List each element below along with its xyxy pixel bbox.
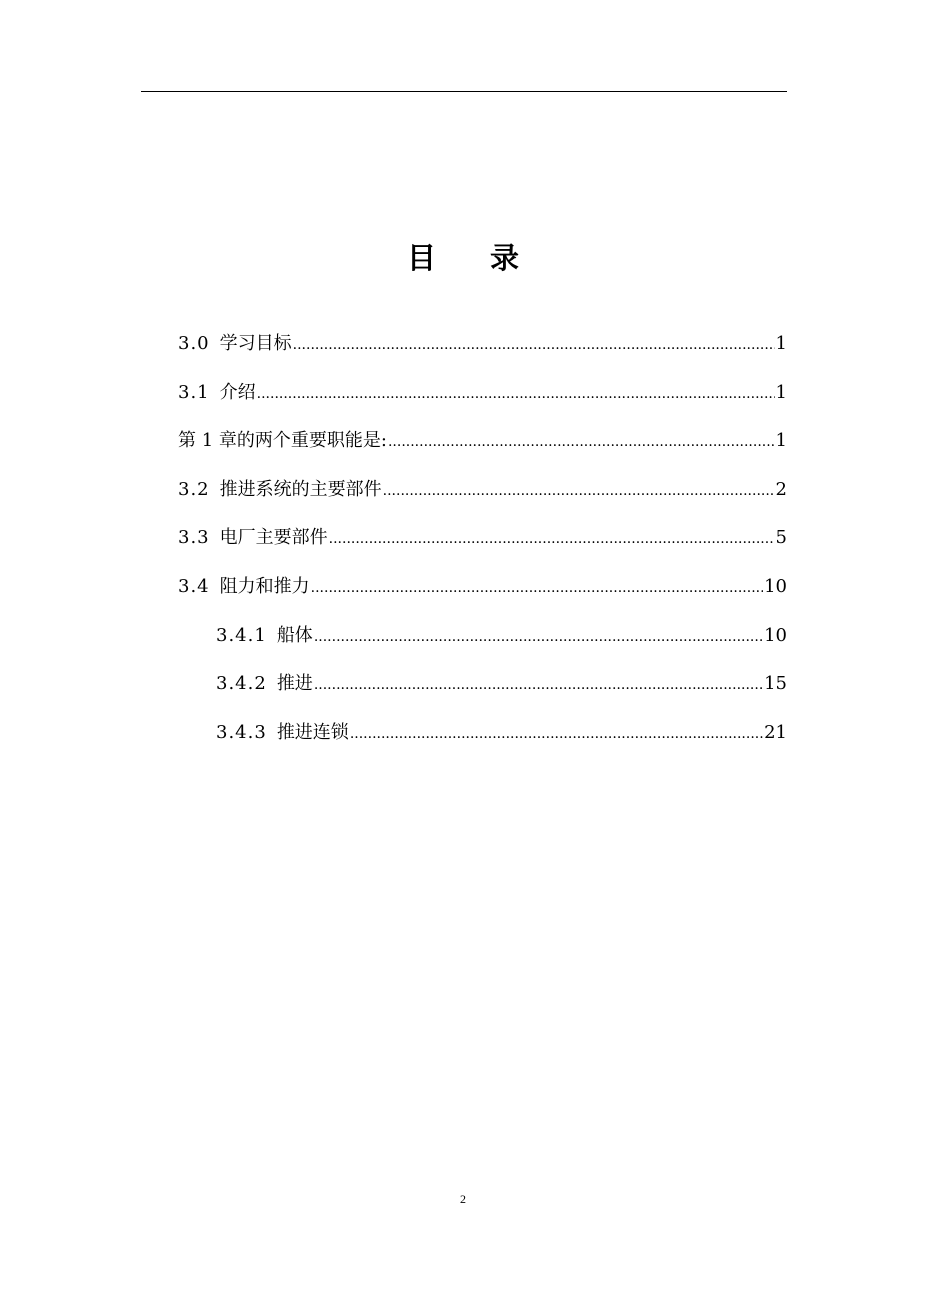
toc-entry-number: 3.4.3 (216, 721, 267, 743)
toc-leader-dots (314, 665, 763, 705)
toc-leader-dots (293, 325, 775, 365)
toc-entry-text: 学习目标 (219, 333, 292, 354)
toc-entry-number: 3.0 (178, 333, 210, 354)
toc-entry[interactable] (178, 518, 787, 567)
toc-entry-page: 10 (764, 624, 787, 646)
toc-entry-page: 10 (764, 575, 787, 597)
toc-entry-number: 3.1 (178, 381, 210, 403)
toc-entry-page: 1 (775, 381, 787, 403)
toc-entry[interactable] (178, 324, 787, 373)
toc-entry-page: 2 (775, 478, 787, 500)
toc-entry-page: 15 (764, 673, 787, 695)
toc-entry[interactable] (178, 373, 787, 422)
toc-entry-text: 推进连锁 (276, 721, 349, 743)
toc-entry-text: 电厂主要部件 (219, 527, 328, 549)
toc-entry-number: 3.4.1 (216, 624, 267, 646)
toc-entry-number: 3.2 (178, 478, 210, 500)
toc-list (178, 324, 787, 761)
toc-entry-page: 5 (775, 527, 787, 549)
toc-leader-dots (383, 471, 775, 511)
header-rule (141, 91, 787, 92)
toc-entry-page: 21 (764, 721, 787, 743)
toc-title-char-1: 目 (406, 241, 436, 275)
toc-entry-text: 船体 (276, 624, 313, 646)
toc-entry[interactable] (178, 421, 787, 470)
toc-entry[interactable] (178, 470, 787, 519)
toc-title-char-2: 录 (490, 241, 520, 275)
toc-entry-number: 3.4 (178, 575, 210, 597)
toc-title (0, 238, 926, 278)
toc-leader-dots (314, 617, 763, 657)
toc-leader-dots (311, 568, 763, 608)
page-number: 2 (460, 1192, 466, 1206)
toc-entry-text: 第 1 章的两个重要职能是: (178, 430, 387, 452)
toc-leader-dots (350, 714, 763, 754)
toc-entry[interactable] (216, 664, 787, 713)
toc-entry-page: 1 (775, 430, 787, 452)
toc-entry-text: 推进系统的主要部件 (219, 478, 382, 500)
toc-entry-page: 1 (775, 333, 787, 354)
toc-entry-number: 3.4.2 (216, 673, 267, 695)
toc-entry[interactable] (216, 713, 787, 762)
toc-entry[interactable] (178, 567, 787, 616)
toc-entry[interactable] (216, 616, 787, 665)
toc-leader-dots (388, 422, 775, 462)
toc-leader-dots (329, 519, 775, 559)
toc-entry-number: 3.3 (178, 527, 210, 549)
toc-entry-text: 介绍 (219, 381, 256, 403)
toc-entry-text: 推进 (276, 673, 313, 695)
toc-leader-dots (257, 374, 775, 414)
toc-entry-text: 阻力和推力 (219, 575, 310, 597)
